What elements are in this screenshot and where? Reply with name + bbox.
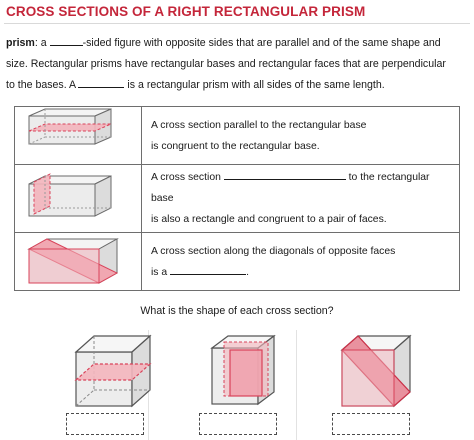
table-row <box>15 233 460 291</box>
prism-cell <box>15 107 142 165</box>
shape-blank[interactable] <box>170 264 246 275</box>
relation-blank[interactable] <box>224 169 346 180</box>
property-line: is also a rectangle and congruent to a pair of faces. <box>151 214 387 225</box>
title-divider <box>4 23 470 24</box>
prism-cell <box>15 165 142 233</box>
property-text <box>142 233 460 291</box>
cube-diagonal-shade <box>342 350 394 406</box>
worksheet-title: CROSS SECTIONS OF A RIGHT RECTANGULAR PRISM <box>6 4 366 19</box>
property-text <box>142 165 460 233</box>
property-line <box>151 262 451 283</box>
answer-box-3[interactable] <box>332 413 410 435</box>
prism-horizontal-section-figure <box>15 107 141 164</box>
definition-line-2: size. Rectangular prisms have rectangular bases and rectangular faces that are perpendicular <box>6 58 446 70</box>
property-text-part: is a <box>151 266 171 278</box>
definition-line-3 <box>6 75 470 96</box>
property-line: A cross section along the diagonals of opposite faces <box>151 245 396 257</box>
cube-2-figure <box>206 330 278 410</box>
definition-text: to the bases. A <box>6 79 79 91</box>
cube-3-figure <box>338 330 414 410</box>
property-line: is congruent to the rectangular base. <box>151 140 320 152</box>
table-row <box>15 107 460 165</box>
definition-paragraph <box>6 33 470 96</box>
answer-box-2[interactable] <box>199 413 277 435</box>
property-text-part: to the rectangular base <box>151 172 430 204</box>
cube-blank[interactable] <box>78 77 124 88</box>
diagonal-section-shade <box>29 249 99 283</box>
property-text-part: . <box>246 266 249 278</box>
property-line <box>151 167 451 209</box>
definition-text: -sided figure with opposite sides that are parallel and of the same shape and <box>82 37 441 49</box>
definition-text: : a <box>34 37 50 49</box>
column-divider <box>296 330 297 440</box>
property-text-part: A cross section <box>151 172 224 183</box>
property-text <box>142 107 460 165</box>
cube-1-figure <box>66 330 158 410</box>
prism-diagonal-section-figure <box>15 233 141 290</box>
question-text: What is the shape of each cross section? <box>140 305 334 317</box>
cross-section-table <box>14 106 460 291</box>
answer-box-1[interactable] <box>66 413 144 435</box>
definition-line-1 <box>6 33 470 54</box>
definition-term: prism <box>6 37 35 49</box>
property-line: A cross section parallel to the rectangular base <box>151 119 367 131</box>
table-row <box>15 165 460 233</box>
cube-vertical-cross-section <box>230 350 262 396</box>
sides-blank[interactable] <box>50 35 83 46</box>
prism-cell <box>15 233 142 291</box>
prism-vertical-section-figure <box>15 170 141 227</box>
definition-text: is a rectangular prism with all sides of the same length. <box>124 79 385 91</box>
